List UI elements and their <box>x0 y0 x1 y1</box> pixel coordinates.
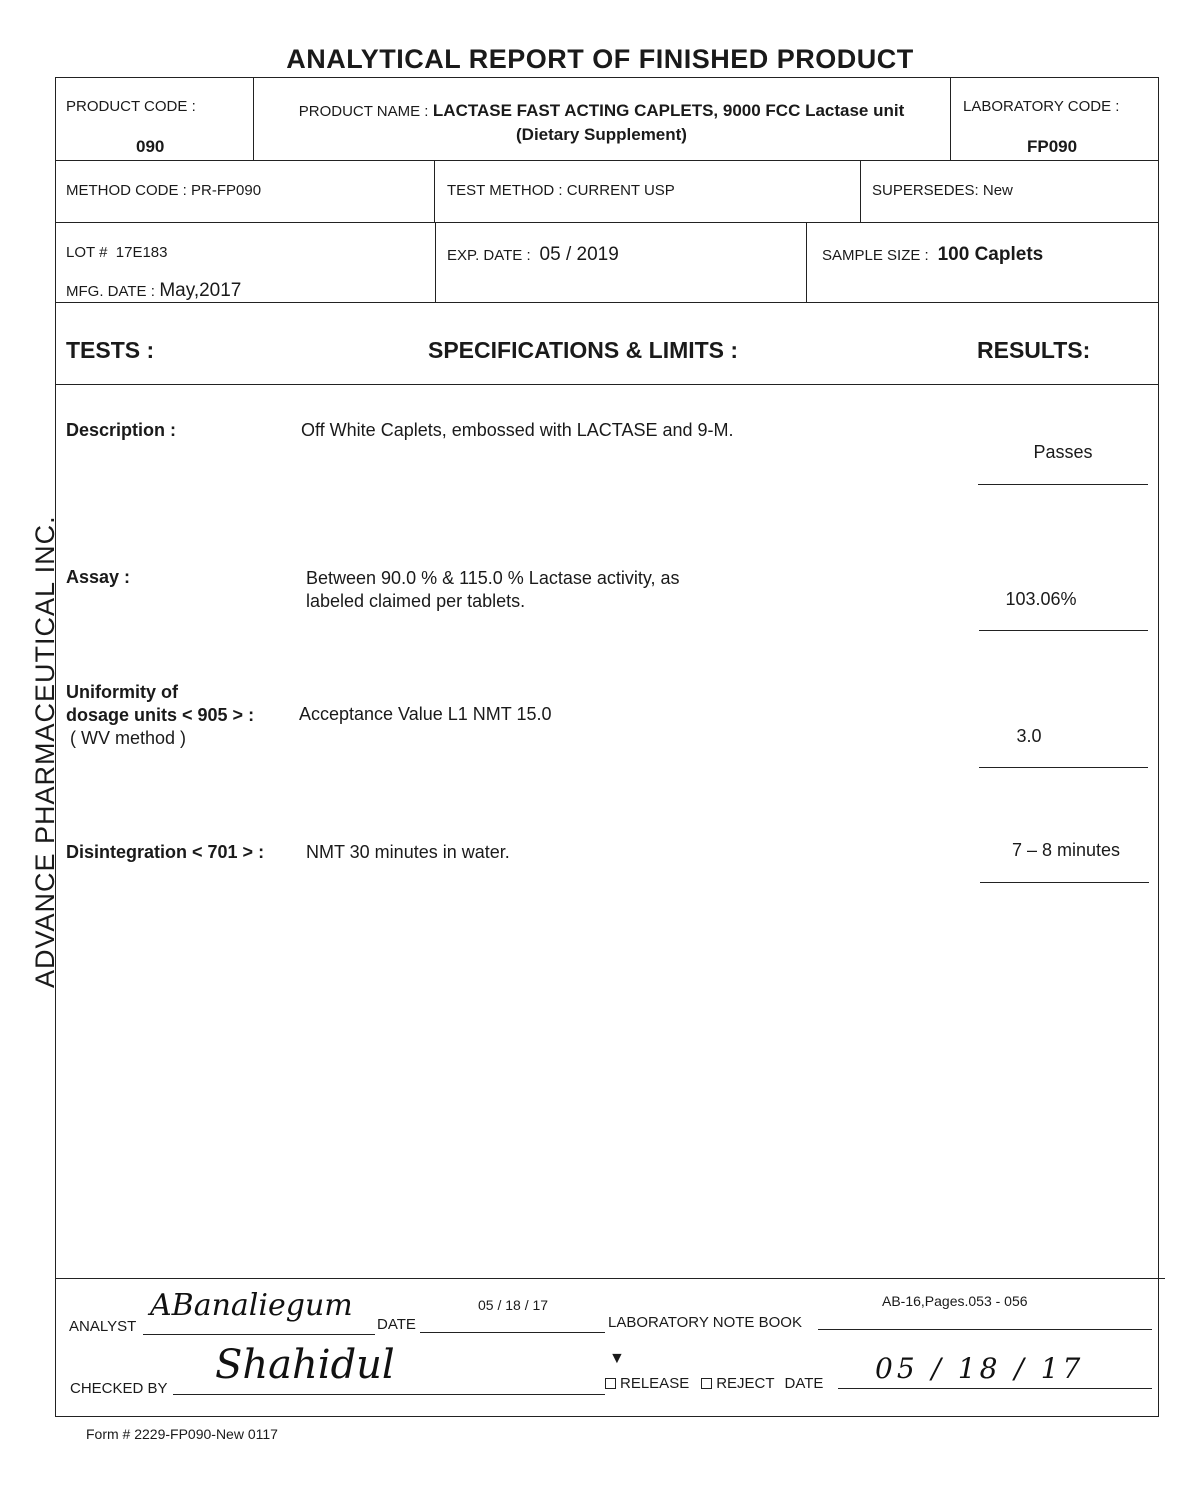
product-name-value: LACTASE FAST ACTING CAPLETS, 9000 FCC Lactase unit <box>432 101 905 120</box>
test-assay-name: Assay : <box>66 567 131 587</box>
column-specs: SPECIFICATIONS & LIMITS : <box>428 337 739 363</box>
analyst-date-value: 05 / 18 / 17 <box>478 1297 549 1313</box>
supersedes-label: SUPERSEDES: <box>872 182 979 199</box>
test-assay-result: 103.06% <box>1005 589 1077 609</box>
column-results: RESULTS: <box>977 337 1091 363</box>
column-tests: TESTS : <box>66 337 155 363</box>
analyst-label: ANALYST <box>69 1318 137 1335</box>
test-uniformity-spec: Acceptance Value L1 NMT 15.0 <box>299 704 552 724</box>
test-disintegration-name: Disintegration < 701 > : <box>66 842 265 862</box>
analyst-signature: ABanaliegum <box>150 1288 353 1323</box>
rule-row3 <box>55 302 1159 303</box>
analyst-date-line <box>420 1332 605 1333</box>
supersedes <box>872 182 1013 199</box>
test-assay-spec-line1: Between 90.0 % & 115.0 % Lactase activity, as <box>306 568 680 588</box>
checked-by-signature: Shahidul <box>215 1342 395 1388</box>
rule-v3 <box>434 160 435 222</box>
test-description-result: Passes <box>1033 442 1093 462</box>
final-date-line <box>838 1388 1152 1389</box>
release-label: RELEASE <box>620 1375 690 1392</box>
test-description-name: Description : <box>66 420 177 440</box>
product-name-block <box>253 99 950 146</box>
rule-v4 <box>860 160 861 222</box>
mfg-date-label: MFG. DATE : <box>66 283 155 300</box>
notebook-label: LABORATORY NOTE BOOK <box>608 1314 802 1331</box>
release-check-mark: ▼ <box>609 1350 625 1367</box>
rule-v6 <box>806 222 807 302</box>
company-side-text: ADVANCE PHARMACEUTICAL INC. <box>30 515 60 988</box>
final-date-value: 05 / 18 / 17 <box>875 1352 1085 1385</box>
form-number: Form # 2229-FP090-New 0117 <box>86 1426 278 1442</box>
rule-row2 <box>55 222 1159 223</box>
exp-date-label: EXP. DATE : <box>447 247 531 264</box>
exp-date-value: 05 / 2019 <box>539 244 619 265</box>
test-method <box>447 182 675 199</box>
test-uniformity-name-line1: Uniformity of <box>66 682 178 702</box>
rule-v2 <box>950 77 951 160</box>
sample-size <box>822 244 1043 266</box>
lot-value: 17E183 <box>115 244 168 261</box>
exp-date <box>447 244 619 266</box>
notebook-value: AB-16,Pages.053 - 056 <box>882 1293 1028 1309</box>
test-description-spec: Off White Caplets, embossed with LACTASE and 9-M. <box>301 420 734 440</box>
report-title: ANALYTICAL REPORT OF FINISHED PRODUCT <box>286 44 914 74</box>
method-code-label: METHOD CODE : <box>66 182 187 199</box>
sample-size-value: 100 Caplets <box>937 244 1044 265</box>
result-underline-3 <box>979 767 1148 768</box>
analyst-date-label: DATE <box>377 1316 416 1333</box>
rule-v5 <box>435 222 436 302</box>
lab-code-value: FP090 <box>1027 137 1078 156</box>
result-underline-4 <box>980 882 1149 883</box>
mfg-date-value: May,2017 <box>159 280 242 301</box>
release-checkbox[interactable] <box>605 1378 616 1389</box>
method-code-value: PR-FP090 <box>191 182 262 199</box>
rule-row1 <box>55 160 1159 161</box>
analyst-line <box>143 1334 375 1335</box>
final-date-label: DATE <box>784 1375 824 1392</box>
test-uniformity-name-line2: dosage units < 905 > : <box>66 705 255 725</box>
rule-footer <box>55 1278 1165 1279</box>
test-method-value: CURRENT USP <box>566 182 675 199</box>
supersedes-value: New <box>982 182 1013 199</box>
test-assay-spec-line2: labeled claimed per tablets. <box>306 591 526 611</box>
test-uniformity-name <box>66 681 254 750</box>
method-code <box>66 182 261 199</box>
product-name-label: PRODUCT NAME : <box>298 103 429 120</box>
test-assay-spec <box>306 567 680 613</box>
product-name-subtitle: (Dietary Supplement) <box>516 125 687 144</box>
lab-code-label: LABORATORY CODE : <box>963 98 1120 115</box>
notebook-line <box>818 1329 1152 1330</box>
mfg-date <box>66 280 241 302</box>
reject-label: REJECT <box>716 1375 775 1392</box>
test-method-label: TEST METHOD : <box>447 182 563 199</box>
test-disintegration-spec: NMT 30 minutes in water. <box>306 842 510 862</box>
product-code-label: PRODUCT CODE : <box>66 98 196 115</box>
test-uniformity-result: 3.0 <box>1016 726 1042 746</box>
result-underline-2 <box>979 630 1148 631</box>
test-uniformity-name-line3: ( WV method ) <box>70 728 187 748</box>
lot-label: LOT # <box>66 244 108 261</box>
product-code-value: 090 <box>136 137 165 156</box>
lot-number <box>66 244 167 261</box>
reject-checkbox[interactable] <box>701 1378 712 1389</box>
test-disintegration-result: 7 – 8 minutes <box>1012 840 1121 860</box>
checked-by-line <box>173 1394 605 1395</box>
checked-by-label: CHECKED BY <box>70 1380 168 1397</box>
sample-size-label: SAMPLE SIZE : <box>822 247 929 264</box>
release-reject-options <box>605 1375 823 1392</box>
rule-colhdr <box>55 384 1159 385</box>
result-underline-1 <box>978 484 1148 485</box>
